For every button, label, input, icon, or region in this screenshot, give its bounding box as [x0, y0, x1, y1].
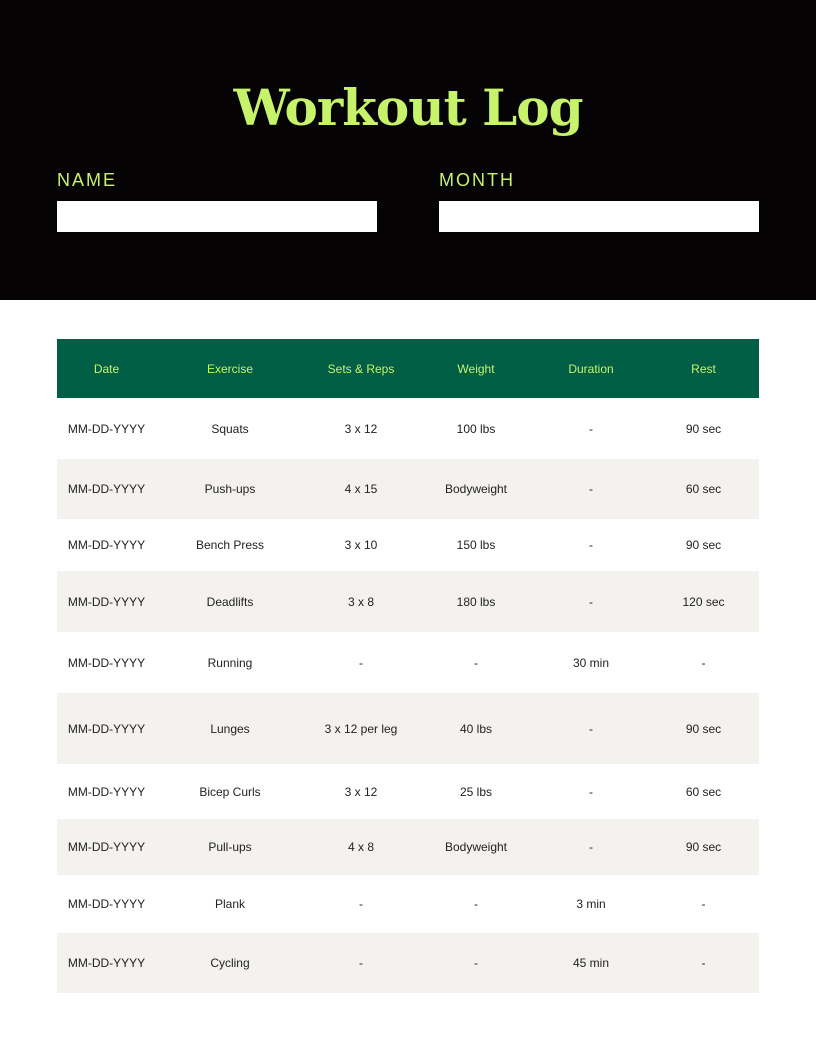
- table-row: [57, 764, 759, 819]
- cell-weight: Bodyweight: [418, 459, 534, 519]
- cell-duration: -: [589, 421, 593, 436]
- cell-sets-reps: 4 x 8: [304, 819, 418, 875]
- cell-date: MM-DD-YYYY: [57, 819, 156, 875]
- name-field[interactable]: [57, 201, 377, 232]
- cell-date: MM-DD-YYYY: [67, 538, 146, 552]
- cell-exercise: Bicep Curls: [199, 784, 261, 799]
- cell-sets-reps: 3 x 12: [344, 784, 378, 799]
- cell-exercise: Cycling: [156, 933, 304, 993]
- column-header-date: Date: [57, 339, 156, 398]
- cell-date: MM-DD-YYYY: [67, 421, 146, 436]
- cell-rest: -: [648, 933, 759, 993]
- cell-weight: 150 lbs: [456, 538, 496, 552]
- table-row: [57, 819, 759, 875]
- cell-duration: 3 min: [576, 897, 606, 911]
- cell-weight: -: [418, 933, 534, 993]
- cell-exercise: Lunges: [156, 693, 304, 764]
- cell-sets-reps: 3 x 12 per leg: [304, 693, 418, 764]
- column-header-duration: Duration: [534, 339, 648, 398]
- table-row: [57, 459, 759, 519]
- cell-rest: 90 sec: [685, 538, 722, 552]
- cell-duration: 30 min: [572, 655, 610, 670]
- cell-date: MM-DD-YYYY: [57, 571, 156, 632]
- cell-sets-reps: -: [304, 933, 418, 993]
- cell-rest: 60 sec: [648, 459, 759, 519]
- cell-weight: 100 lbs: [456, 421, 496, 436]
- cell-weight: -: [474, 655, 478, 670]
- cell-exercise: Bench Press: [195, 538, 265, 552]
- cell-duration: -: [534, 571, 648, 632]
- cell-sets-reps: 4 x 15: [304, 459, 418, 519]
- cell-exercise: Deadlifts: [156, 571, 304, 632]
- cell-sets-reps: 3 x 8: [304, 571, 418, 632]
- cell-date: MM-DD-YYYY: [67, 655, 146, 670]
- month-field[interactable]: [439, 201, 759, 232]
- table-row: [57, 875, 759, 933]
- cell-sets-reps: -: [359, 655, 363, 670]
- month-label: MONTH: [439, 170, 515, 190]
- cell-sets-reps: 3 x 12: [344, 421, 378, 436]
- cell-exercise: Squats: [211, 421, 249, 436]
- cell-rest: 60 sec: [685, 784, 722, 799]
- cell-weight: -: [474, 897, 478, 911]
- cell-sets-reps: -: [359, 897, 363, 911]
- cell-weight: 40 lbs: [418, 693, 534, 764]
- cell-date: MM-DD-YYYY: [67, 897, 146, 911]
- cell-rest: 90 sec: [648, 693, 759, 764]
- cell-date: MM-DD-YYYY: [57, 459, 156, 519]
- table-header-row: [57, 339, 759, 398]
- cell-weight: 180 lbs: [418, 571, 534, 632]
- page-title: Workout Log: [233, 78, 583, 137]
- cell-date: MM-DD-YYYY: [57, 693, 156, 764]
- cell-weight: 25 lbs: [459, 784, 493, 799]
- cell-duration: -: [534, 693, 648, 764]
- column-header-exercise: Exercise: [156, 339, 304, 398]
- cell-rest: 90 sec: [685, 421, 722, 436]
- cell-duration: 45 min: [534, 933, 648, 993]
- cell-rest: -: [701, 655, 706, 670]
- header-banner: [0, 0, 816, 300]
- cell-rest: 90 sec: [648, 819, 759, 875]
- cell-rest: -: [701, 897, 706, 911]
- table-row: [57, 632, 759, 693]
- cell-weight: Bodyweight: [418, 819, 534, 875]
- cell-duration: -: [589, 784, 593, 799]
- cell-duration: -: [534, 459, 648, 519]
- column-header-weight: Weight: [418, 339, 534, 398]
- column-header-rest: Rest: [648, 339, 759, 398]
- cell-exercise: Running: [207, 655, 253, 670]
- workout-table: [57, 339, 759, 993]
- table-row: [57, 398, 759, 459]
- cell-duration: -: [534, 819, 648, 875]
- table-row: [57, 933, 759, 993]
- name-label: NAME: [57, 170, 118, 190]
- cell-date: MM-DD-YYYY: [57, 933, 156, 993]
- cell-exercise: Pull-ups: [156, 819, 304, 875]
- cell-exercise: Plank: [214, 897, 246, 911]
- cell-sets-reps: 3 x 10: [344, 538, 378, 552]
- table-row: [57, 519, 759, 571]
- table-row: [57, 571, 759, 632]
- cell-rest: 120 sec: [648, 571, 759, 632]
- table-row: [57, 693, 759, 764]
- column-header-sets-reps: Sets & Reps: [304, 339, 418, 398]
- cell-date: MM-DD-YYYY: [67, 784, 146, 799]
- cell-exercise: Push-ups: [156, 459, 304, 519]
- cell-duration: -: [589, 538, 593, 552]
